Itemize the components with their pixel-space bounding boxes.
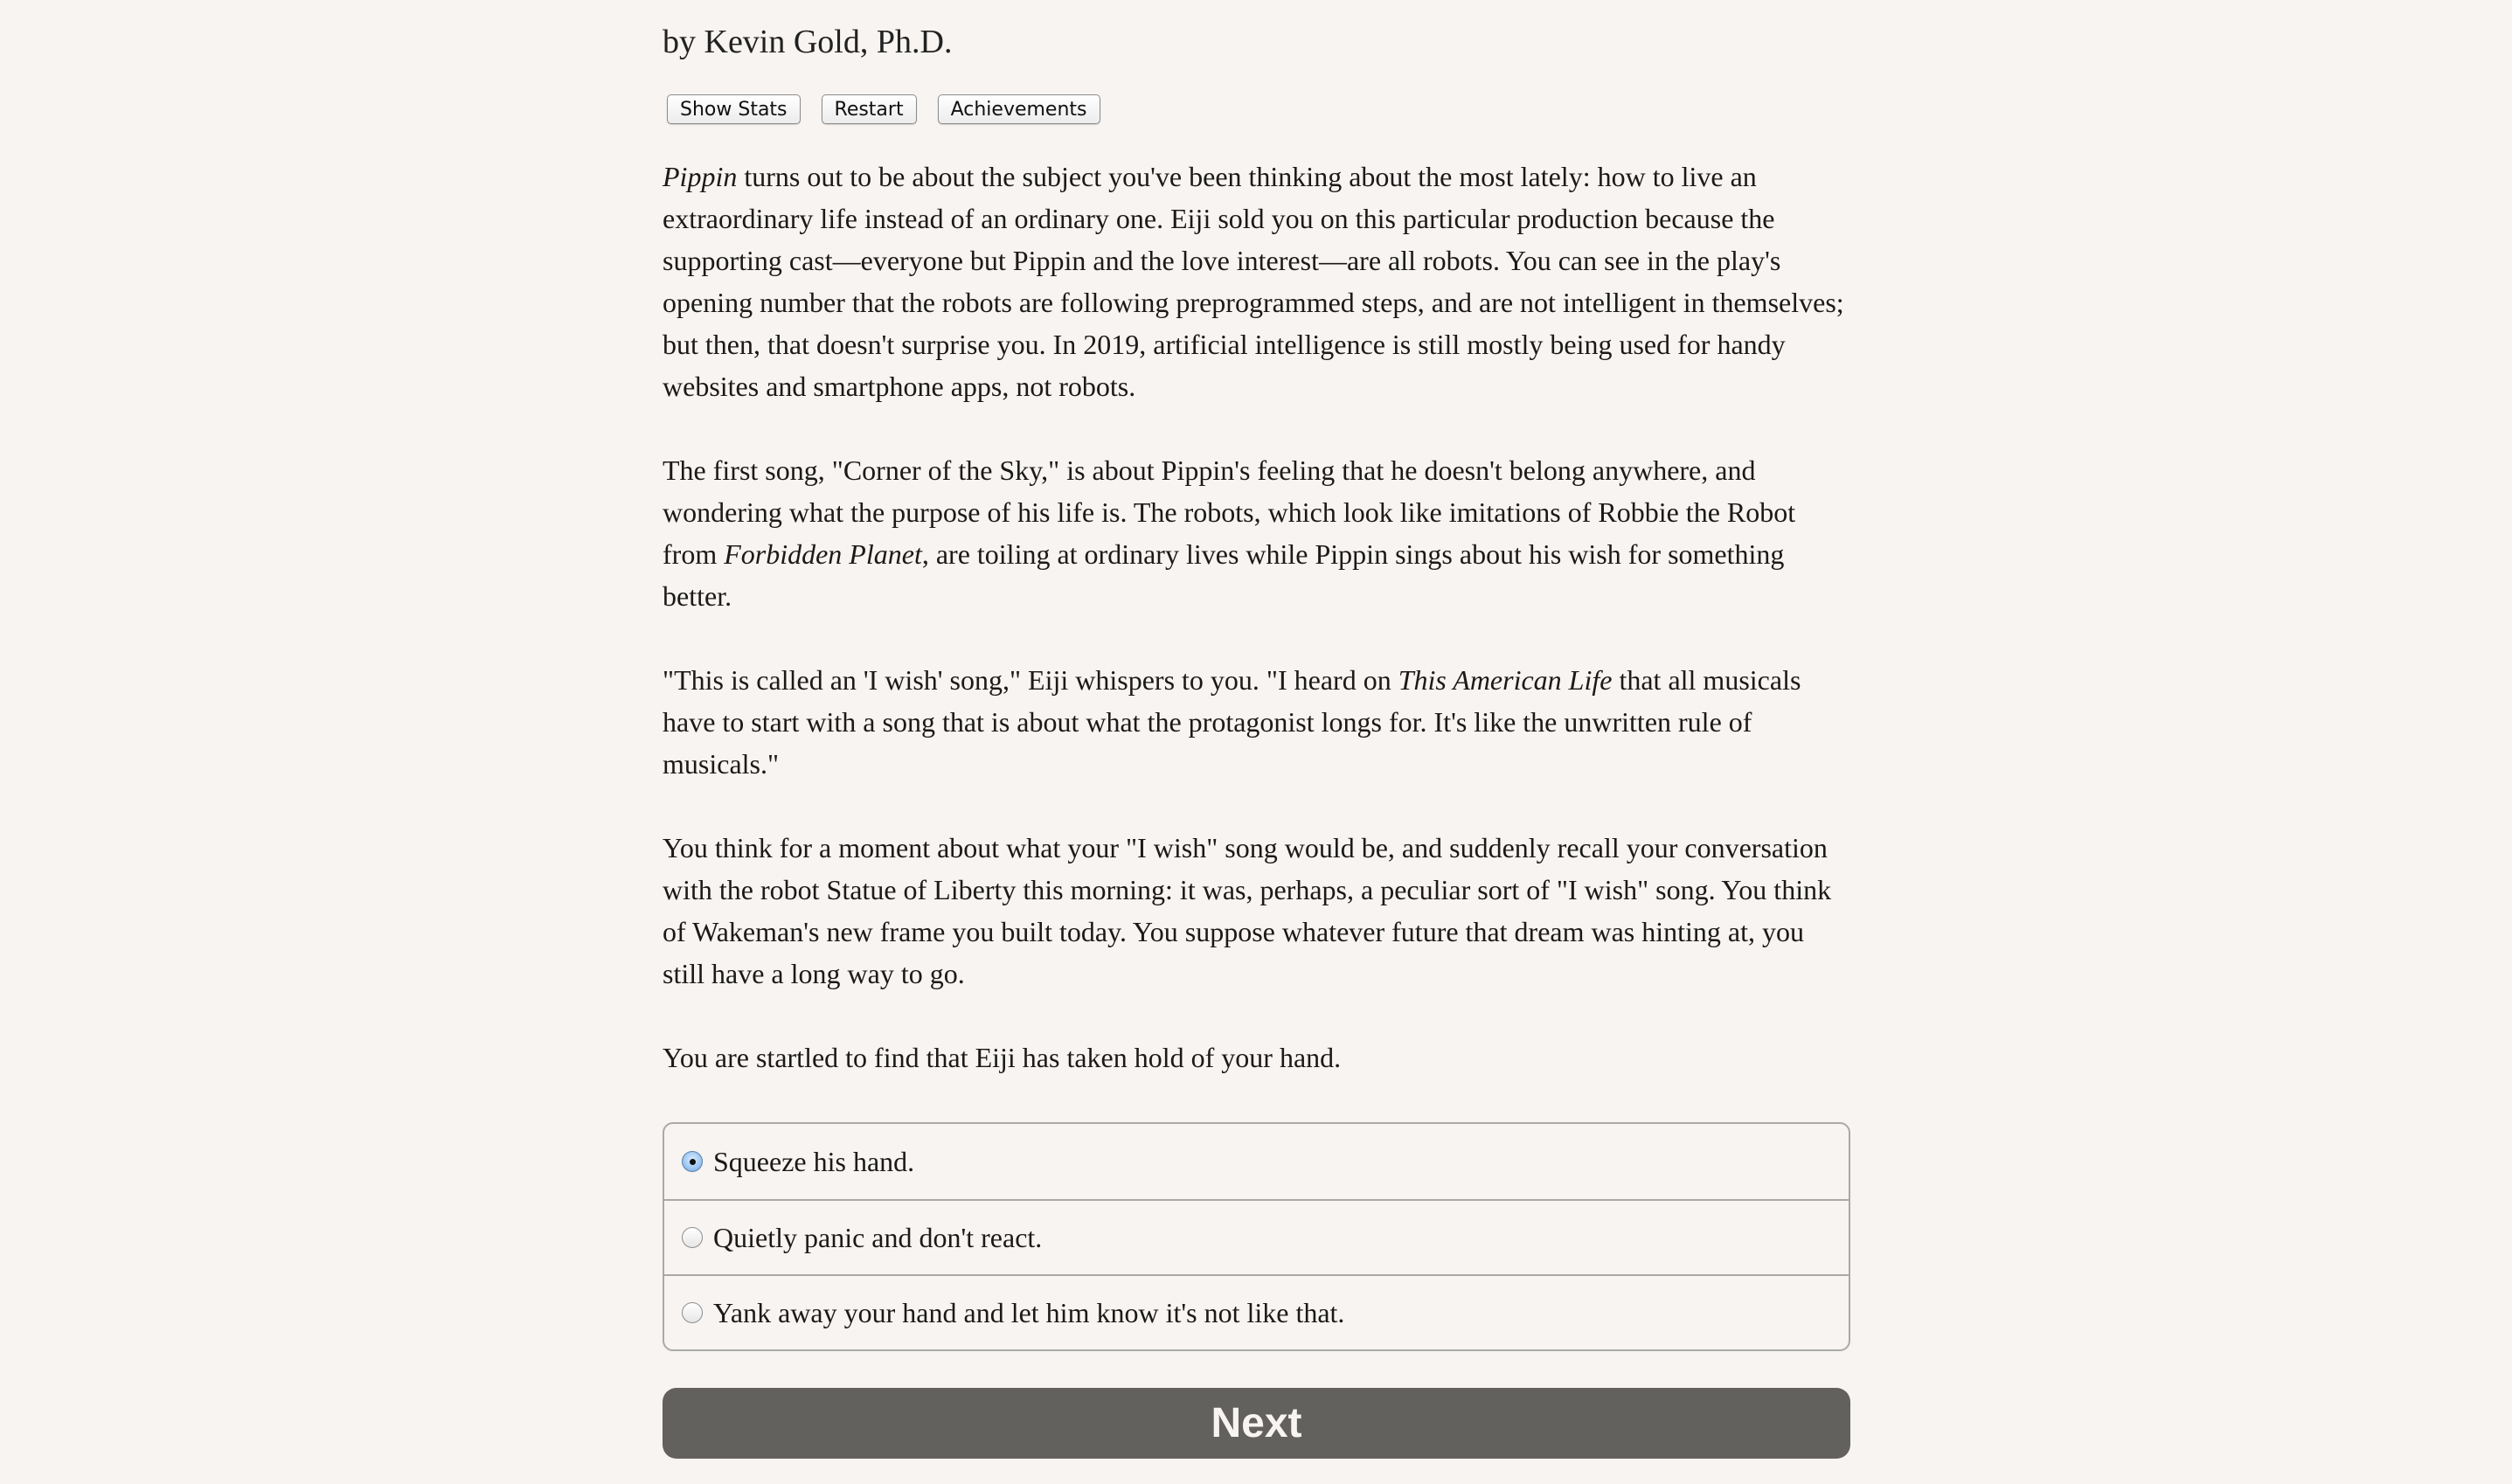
show-stats-button[interactable]: Show Stats (667, 94, 801, 124)
restart-button[interactable]: Restart (822, 94, 917, 124)
choice-label: Yank away your hand and let him know it's not like that. (713, 1297, 1345, 1328)
italic-title: Pippin (663, 161, 738, 192)
text-segment: You think for a moment about what your "I wish" song would be, and suddenly recall your conversation with the robot Statue of Liberty this morning: it was, perhaps, a peculiar sort of "I wish" song. You think of Wakeman's new frame you built today. You suppose whatever future that dream was hinting at, you still have a long way to go. (663, 832, 1832, 989)
text-segment: You are startled to find that Eiji has taken hold of your hand. (663, 1042, 1342, 1073)
choice-option[interactable] (664, 1199, 1849, 1274)
story-paragraph (663, 659, 1851, 785)
choice-label: Quietly panic and don't react. (713, 1222, 1043, 1253)
text-segment: that all musicals have to start with a song that is about what the protagonist longs for. It's like the unwritten rule of musicals." (663, 664, 1801, 780)
radio-button[interactable] (682, 1302, 703, 1323)
text-segment: , are toiling at ordinary lives while Pippin sings about his wish for something better. (663, 538, 1785, 612)
story-paragraph (663, 449, 1851, 617)
radio-button[interactable] (682, 1227, 703, 1248)
author-byline: by Kevin Gold, Ph.D. (663, 24, 953, 60)
story-paragraph (663, 156, 1851, 407)
text-segment: turns out to be about the subject you've been thinking about the most lately: how to live an extraordinary life instead of an ordinary one. Eiji sold you on this particular production because the supporting cast—everyone but Pippin and the love interest—are all robots. You can see in the play's opening number that the robots are following preprogrammed steps, and are not intelligent in themselves; but then, that doesn't surprise you. In 2019, artificial intelligence is still mostly being used for handy websites and smartphone apps, not robots. (663, 161, 1844, 402)
text-segment: "This is called an 'I wish' song," Eiji whispers to you. "I heard on (663, 664, 1398, 696)
text-segment: The first song, "Corner of the Sky," is about Pippin's feeling that he doesn't belong anywhere, and wondering what the purpose of his life is. The robots, which look like imitations of Robbie the Robot from (663, 454, 1796, 570)
toolbar (667, 94, 1100, 124)
italic-title: This American Life (1398, 664, 1613, 696)
story-text (663, 156, 1851, 1120)
choice-option[interactable] (664, 1124, 1849, 1199)
choice-label: Squeeze his hand. (713, 1146, 915, 1177)
choice-list (663, 1122, 1850, 1351)
radio-button[interactable] (682, 1151, 703, 1172)
choice-option[interactable] (664, 1274, 1849, 1349)
next-button[interactable]: Next (663, 1388, 1850, 1459)
achievements-button[interactable]: Achievements (938, 94, 1100, 124)
story-paragraph (663, 827, 1851, 995)
story-paragraph (663, 1037, 1851, 1078)
italic-title: Forbidden Planet (724, 538, 922, 570)
